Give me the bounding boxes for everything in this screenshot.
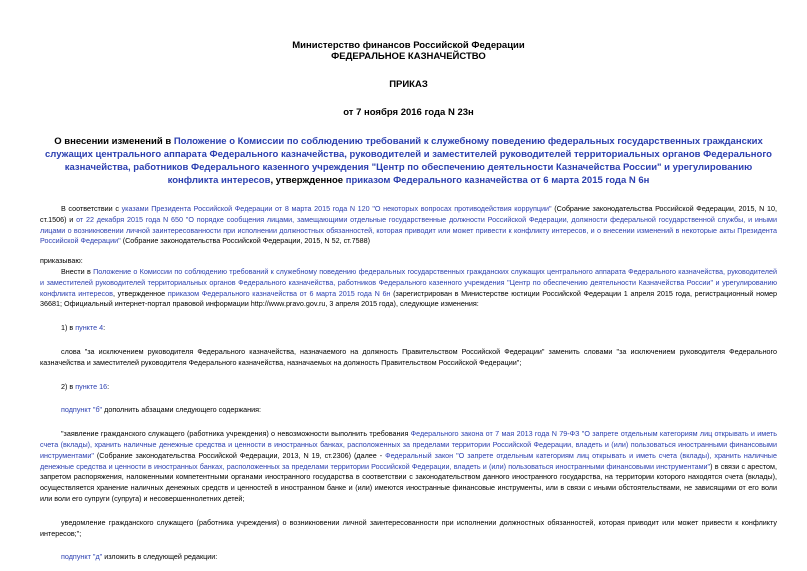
link-decree-650[interactable]: от 22 декабря 2015 года N 650 "О порядке сообщения лицами, замещающими отдельные государственные должности Российской Федерации, должности федеральной государственной службы, и иными лицами о возникновении личной заинтересованности при исполнении должностных обязанностей, которая приводит или может привести к конфликту интересов, и о внесении изменений в некоторые акты Президента Российской Федерации" — [40, 214, 777, 246]
item-1-body: слова "за исключением руководителя Федерального казначейства, назначаемого на должность Правительством Российской Федерации" заменить словами "за исключением руководителя Федерального казначейства и заместителей руководителя Федерального казначейства, назначаемых на должность Правительством Российской Федерации"; — [40, 346, 777, 367]
document-type: ПРИКАЗ — [389, 79, 428, 90]
preamble-text-1: В соответствии с — [61, 204, 122, 213]
quote-1-text-2: (Собрание законодательства Российской Федерации, 2013, N 19, ст.2306) (далее - — [93, 450, 386, 460]
ministry-name: Министерство финансов Российской Федерации — [292, 40, 525, 51]
item-2 — [40, 382, 777, 393]
title-link-regulation[interactable]: Положение о Комиссии по соблюдению требований к служебному поведению федеральных государственных гражданских служащих центрального аппарата Федерального казначейства, руководителей и заместителей руководителей территориальных органов Федерального казначейства, работников Федерального казенного учреждения "Центр по обеспечению деятельности Казначейства России" и урегулированию конфликта интересов — [45, 136, 772, 186]
amend-text-1: Внести в — [61, 266, 94, 276]
link-subpoint-d[interactable]: подпункт "д" — [61, 552, 103, 562]
title-text-1: О внесении изменений в — [54, 136, 174, 147]
title-link-order[interactable]: приказом Федерального казначейства от 6 марта 2015 года N 6н — [345, 175, 650, 186]
quote-1-text-3: ) в связи с арестом, запретом распоряжения, наложенными компетентными органами иностранного государства в соответствии с законодательством данного иностранного государства, на территории которого находятся счета (вклады), осуществляется хранение наличных денежных средств и ценностей в иностранном банке и (или) имеются иностранные финансовые инструменты, или в связи с иными обстоятельствами, не зависящими от его воли или воли его супруги (супруга) и несовершеннолетних детей; — [40, 461, 777, 503]
amend-text-3: (зарегистрирован в Министерстве юстиции Российской Федерации 1 апреля 2015 года, регистрационный номер 36681; Официальный интернет-портал правовой информации http://www.pravo.gov.ru, 3 апреля 2015 года), следующие изменения: — [40, 288, 777, 309]
quote-paragraph-2: уведомление гражданского служащего (работника учреждения) о возникновении личной заинтересованности при исполнении должностных обязанностей, которая приводит или может привести к конфликту интересов;"; — [40, 517, 777, 538]
document-header — [40, 40, 777, 62]
subpoint-b — [40, 405, 777, 416]
link-point-16[interactable]: пункте 16 — [75, 381, 108, 391]
preamble-paragraph — [40, 204, 777, 247]
link-regulation[interactable]: Положение о Комиссии по соблюдению требований к служебному поведению федеральных государственных гражданских служащих центрального аппарата Федерального казначейства, руководителей и заместителей руководителей территориальных органов Федерального казначейства, работников Федерального казенного учреждения "Центр по обеспечению деятельности Казначейства России" и урегулированию конфликта интересов — [40, 266, 777, 298]
subpoint-d-text: изложить в следующей редакции: — [102, 552, 218, 562]
link-federal-law-79fz[interactable]: Федерального закона от 7 мая 2013 года N 79-ФЗ "О запрете отдельным категориям лиц открывать и иметь счета (вклады), хранить наличные денежные средства и ценности в иностранных банках, расположенных за пределами территории Российской Федерации, владеть и (или) пользоваться иностранными финансовыми инструментами" — [40, 429, 777, 460]
item-2-text: 2) в — [61, 381, 76, 391]
agency-name: ФЕДЕРАЛЬНОЕ КАЗНАЧЕЙСТВО — [331, 51, 486, 62]
item-1-text: 1) в — [61, 323, 76, 333]
amend-paragraph — [40, 267, 777, 310]
link-federal-law-short[interactable]: Федеральный закон "О запрете отдельным категориям лиц открывать и иметь счета (вклады), хранить наличные денежные средства и ценности в иностранных банках, расположенных за пределами территории Российской Федерации, владеть и (или) пользоваться иностранными финансовыми инструментами" — [40, 450, 777, 471]
quote-1-text-1: "заявление гражданского служащего (работника учреждения) о невозможности выполнить требования — [61, 429, 411, 439]
item-2-colon: : — [107, 381, 110, 391]
document-title — [45, 135, 772, 187]
amend-text-2: , утвержденное — [112, 288, 168, 298]
preamble-text-3: (Собрание законодательства Российской Федерации, 2015, N 52, ст.7588) — [120, 236, 371, 246]
preamble-text-2: (Собрание законодательства Российской Федерации, 2015, N 10, ст.1506) и — [40, 204, 777, 224]
order-word: приказываю: — [40, 256, 83, 266]
item-1-colon: : — [103, 323, 106, 333]
title-text-2: , утвержденное — [270, 175, 346, 186]
link-order-6n[interactable]: приказом Федерального казначейства от 6 марта 2015 года N 6н — [167, 288, 391, 298]
quote-paragraph-1 — [40, 429, 777, 505]
link-point-4[interactable]: пункте 4 — [75, 323, 104, 333]
document-date: от 7 ноября 2016 года N 23н — [343, 107, 474, 118]
subpoint-b-text: дополнить абзацами следующего содержания: — [102, 405, 262, 415]
link-decree-120[interactable]: указами Президента Российской Федерации от 8 марта 2015 года N 120 "О некоторых вопросах противодействия коррупции" — [121, 204, 552, 213]
link-subpoint-b[interactable]: подпункт "б" — [61, 405, 103, 415]
item-1 — [40, 323, 777, 334]
subpoint-d — [40, 552, 777, 563]
